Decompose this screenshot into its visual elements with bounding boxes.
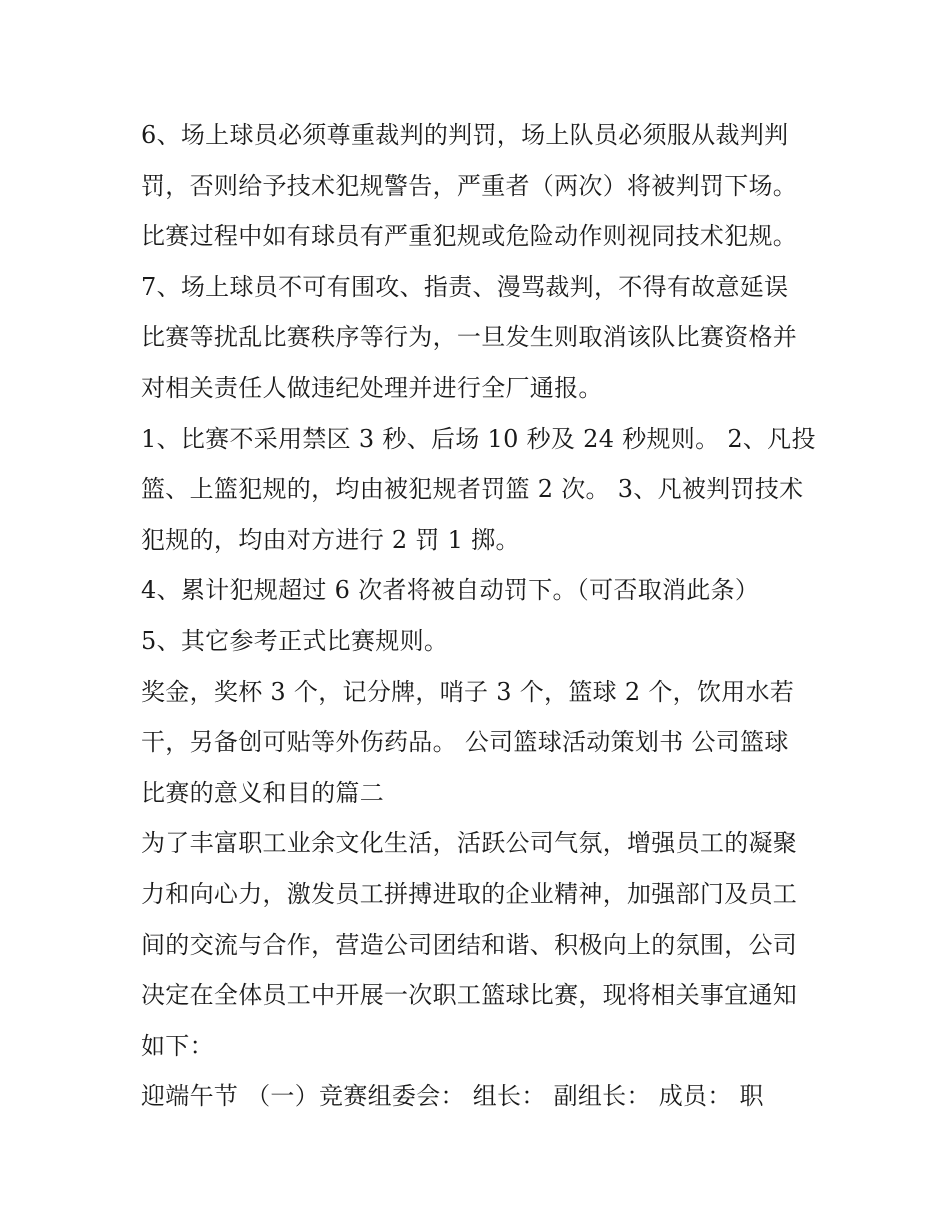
text-line: 迎端午节 （一）竞赛组委会： 组长： 副组长： 成员： 职 — [141, 1082, 764, 1111]
text-line: 力和向心力，激发员工拼搏进取的企业精神，加强部门及员工 — [141, 879, 798, 908]
text-line: 6、场上球员必须尊重裁判的判罚，场上队员必须服从裁判判 — [141, 121, 789, 149]
text-line: 奖金，奖杯 3 个，记分牌，哨子 3 个，篮球 2 个，饮用水若 — [141, 677, 795, 706]
text-line: 为了丰富职工业余文化生活，活跃公司气氛，增强员工的凝聚 — [141, 829, 798, 858]
text-line: 比赛的意义和目的篇二 — [141, 778, 384, 807]
text-line: 4、累计犯规超过 6 次者将被自动罚下。（可否取消此条） — [141, 576, 760, 605]
text-line: 7、场上球员不可有围攻、指责、漫骂裁判，不得有故意延误 — [141, 272, 789, 301]
text-line: 犯规的，均由对方进行 2 罚 1 掷。 — [141, 525, 520, 554]
text-line: 篮、上篮犯规的，均由被犯规者罚篮 2 次。 3、凡被判罚技术 — [141, 475, 804, 504]
text-line: 1、比赛不采用禁区 3 秒、后场 10 秒及 24 秒规则。 2、凡投 — [141, 424, 816, 453]
text-line: 5、其它参考正式比赛规则。 — [141, 626, 449, 655]
text-line: 间的交流与合作，营造公司团结和谐、积极向上的氛围，公司 — [141, 930, 798, 959]
text-line: 干，另备创可贴等外伤药品。 公司篮球活动策划书 公司篮球 — [141, 728, 789, 757]
text-line: 决定在全体员工中开展一次职工篮球比赛，现将相关事宜通知 — [141, 981, 798, 1010]
text-line: 罚，否则给予技术犯规警告，严重者（两次）将被判罚下场。 — [141, 171, 798, 200]
document-body — [141, 110, 821, 1122]
text-line: 比赛过程中如有球员有严重犯规或危险动作则视同技术犯规。 — [141, 222, 798, 251]
text-line: 对相关责任人做违纪处理并进行全厂通报。 — [141, 373, 603, 402]
text-line: 如下： — [141, 1031, 214, 1060]
text-line: 比赛等扰乱比赛秩序等行为，一旦发生则取消该队比赛资格并 — [141, 323, 798, 352]
